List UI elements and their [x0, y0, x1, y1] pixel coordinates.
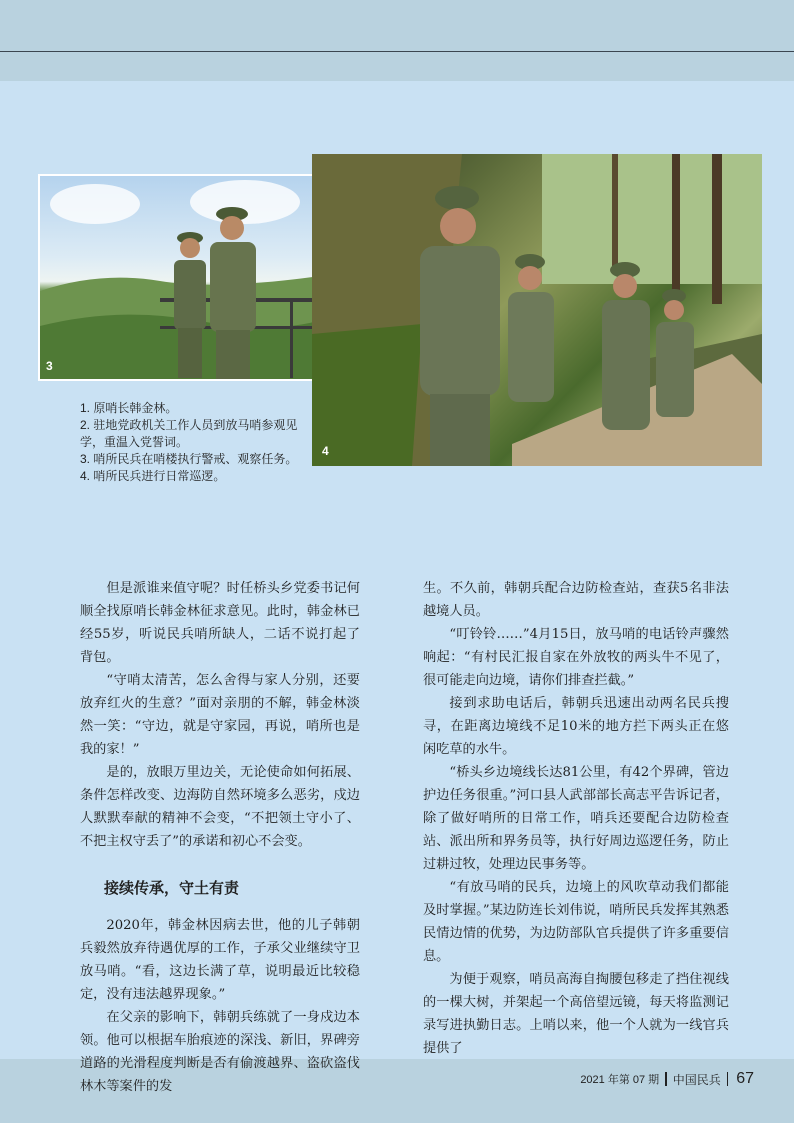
photo-3-lookout: [38, 174, 336, 381]
paragraph: 2020年，韩金林因病去世，他的儿子韩朝兵毅然放弃待遇优厚的工作，子承父业继续守卫放马哨。“看，这边长满了草，说明最近比较稳定，没有违法越界现象。”: [80, 918, 360, 1002]
right-column: [423, 577, 729, 1060]
magazine-name: 中国民兵: [672, 1072, 721, 1087]
header-rule: [0, 51, 794, 52]
caption-4: 4. 哨所民兵进行日常巡逻。: [80, 469, 226, 483]
paragraph: 为便于观察，哨员高海自掏腰包移走了挡住视线的一棵大树，并架起一个高倍望远镜，每天将监测记录写进执勤日志。上哨以来，他一个人就为一线官兵提供了: [423, 972, 729, 1056]
paragraph: 是的，放眼万里边关，无论使命如何拓展、条件怎样改变、边海防自然环境多么恶劣，戍边人默默奉献的精神不会变，“不把领土守小了、不把主权守丢了”的承诺和初心不会变。: [80, 765, 360, 849]
photo-4-patrol: [312, 154, 762, 466]
paragraph: “桥头乡边境线长达81公里，有42个界碑，管边护边任务很重。”河口县人武部部长高志平告诉记者，除了做好哨所的日常工作，哨兵还要配合边防检查站、派出所和界务员等，执行好周边巡逻任务，防止过耕过牧，处理边民事务等。: [423, 765, 729, 872]
paragraph: 在父亲的影响下，韩朝兵练就了一身戍边本领。他可以根据车胎痕迹的深浅、新旧，界碑旁道路的光滑程度判断是否有偷渡越界、盗砍盗伐林木等案件的发: [80, 1010, 360, 1094]
paragraph: “守哨太清苦，怎么舍得与家人分别，还要放弃红火的生意？”面对亲朋的不解，韩金林淡然一笑：“守边，就是守家园，再说，哨所也是我的家！”: [80, 673, 360, 757]
photo-captions: [80, 400, 310, 485]
section-subheading: 接续传承，守土有责: [104, 880, 240, 897]
paragraph: “有放马哨的民兵，边境上的风吹草动我们都能及时掌握。”某边防连长刘伟说，哨所民兵发挥其熟悉民情边情的优势，为边防部队官兵提供了许多重要信息。: [423, 880, 729, 964]
left-column: [80, 577, 360, 1098]
photo-3-scene: [40, 176, 334, 379]
paragraph: 接到求助电话后，韩朝兵迅速出动两名民兵搜寻，在距离边境线不足10米的地方拦下两头正在悠闲吃草的水牛。: [423, 696, 729, 757]
paragraph: “叮铃铃……”4月15日，放马哨的电话铃声骤然响起：“有村民汇报自家在外放牧的两头牛不见了，很可能走向边境，请你们排查拦截。”: [423, 627, 729, 688]
page-number: 67: [736, 1070, 754, 1087]
header-band: [0, 0, 794, 81]
photo-3-number: 3: [46, 359, 53, 373]
caption-1: 1. 原哨长韩金林。: [80, 401, 178, 415]
caption-3: 3. 哨所民兵在哨楼执行警戒、观察任务。: [80, 452, 298, 466]
footer-divider: [665, 1072, 667, 1086]
footer-divider: [727, 1072, 729, 1086]
caption-2: 2. 驻地党政机关工作人员到放马哨参观见学，重温入党誓词。: [80, 418, 298, 449]
paragraph: 生。不久前，韩朝兵配合边防检查站，查获5名非法越境人员。: [423, 581, 729, 619]
photo-4-scene: [312, 154, 762, 466]
issue-label: 2021 年第 07 期: [580, 1074, 660, 1086]
photo-4-number: 4: [322, 444, 329, 458]
page-footer: [580, 1068, 754, 1090]
paragraph: 但是派谁来值守呢？时任桥头乡党委书记何顺全找原哨长韩金林征求意见。此时，韩金林已经55岁，听说民兵哨所缺人，二话不说打起了背包。: [80, 581, 360, 665]
